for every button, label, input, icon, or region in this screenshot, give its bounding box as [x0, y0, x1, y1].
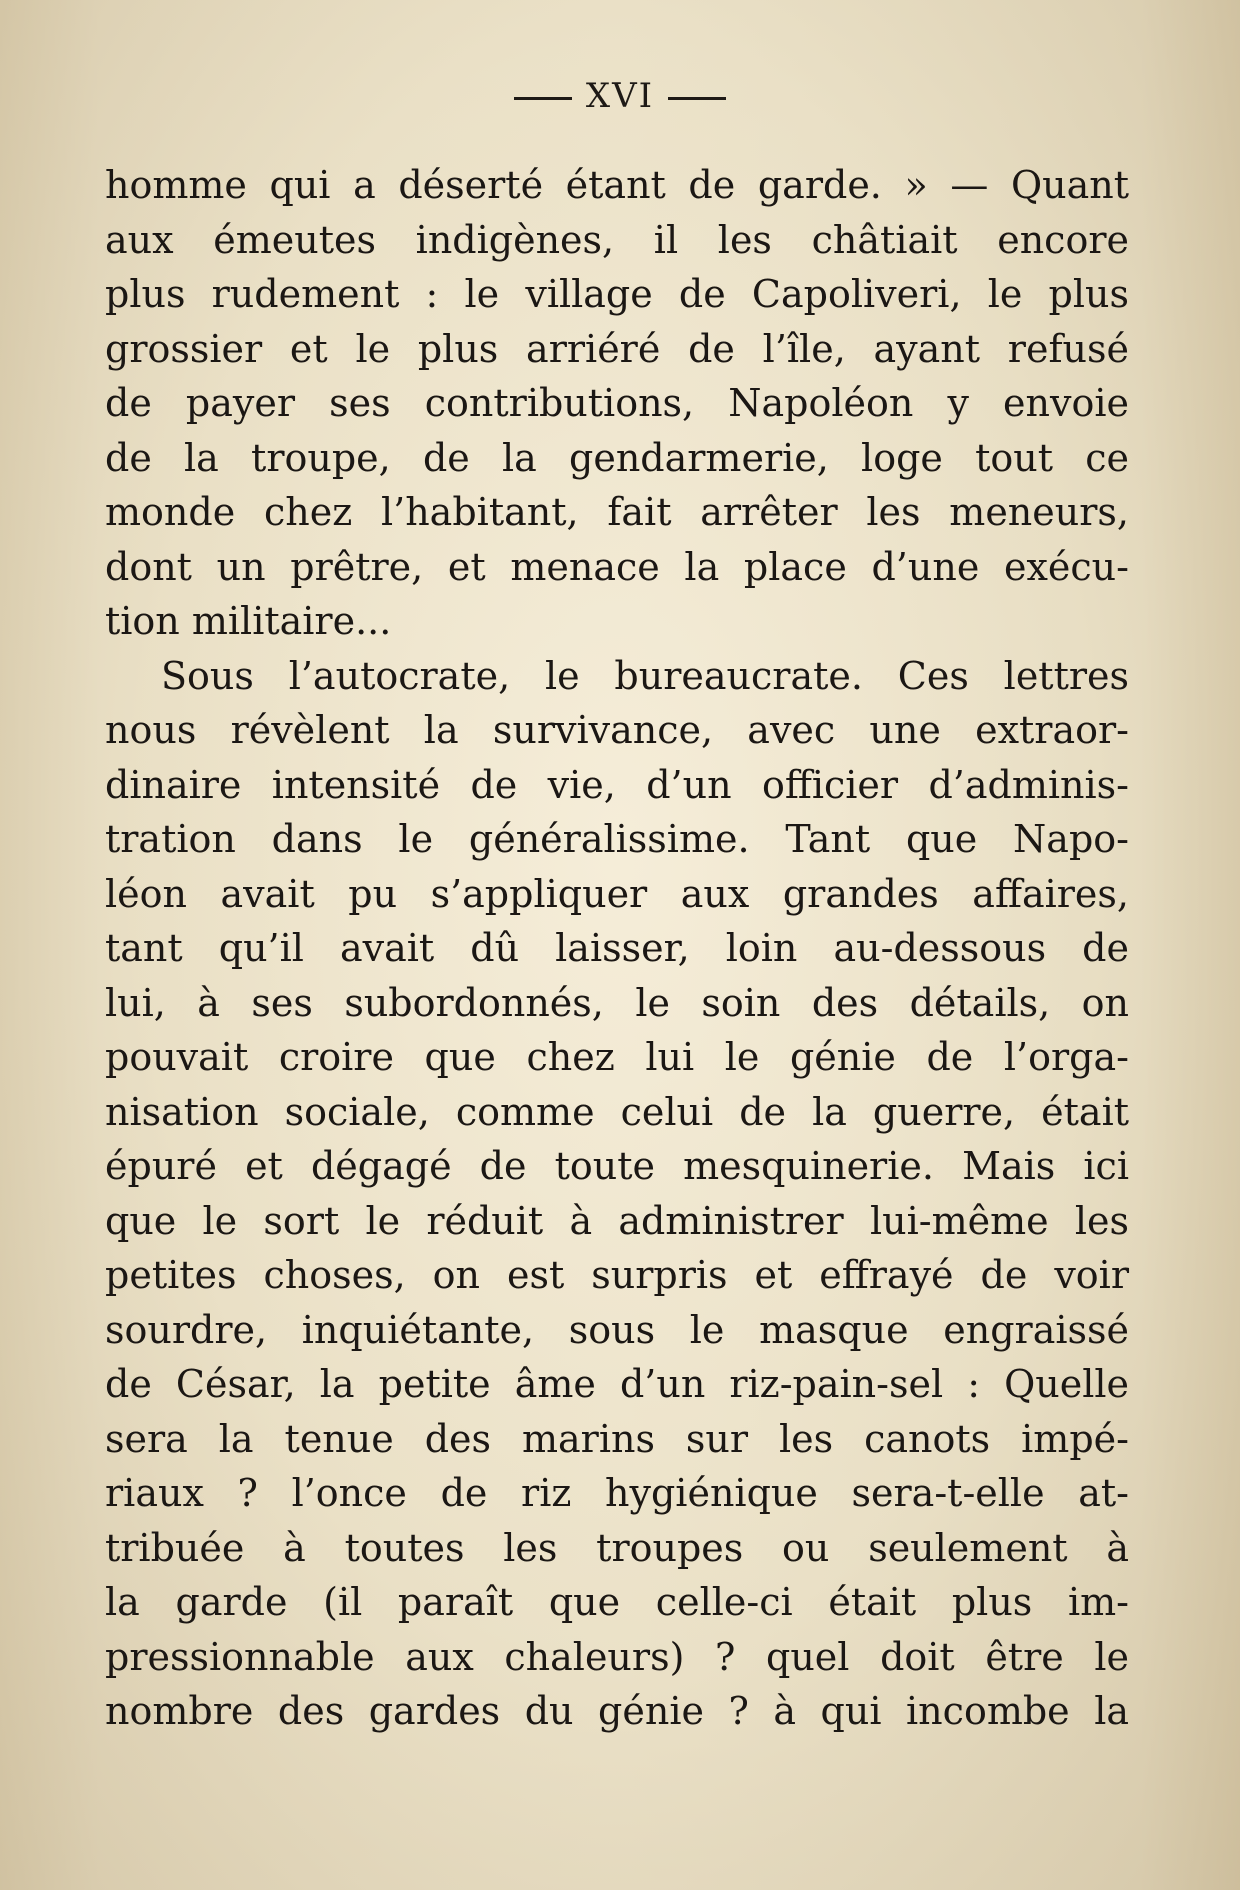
page-number: XVI: [585, 76, 655, 116]
page-header: [0, 76, 1240, 116]
text-line: pressionnable aux chaleurs) ? quel doit être le: [105, 1634, 1129, 1679]
body-text: [105, 158, 1129, 1739]
text-line: tration dans le généralissime. Tant que Napo-: [105, 817, 1129, 861]
header-dash-right: [668, 97, 726, 100]
text-line: de la troupe, de la gendarmerie, loge tout ce: [105, 435, 1129, 480]
text-line: de César, la petite âme d’un riz-pain-sel : Quelle: [105, 1362, 1129, 1406]
text-line: dont un prêtre, et menace la place d’une exécu-: [105, 544, 1129, 589]
text-line: sera la tenue des marins sur les canots impé-: [105, 1416, 1129, 1461]
text-line: Sous l’autocrate, le bureaucrate. Ces lettres: [161, 653, 1129, 698]
text-line: que le sort le réduit à administrer lui-même les: [105, 1198, 1129, 1243]
text-line: nombre des gardes du génie ? à qui incombe la: [105, 1689, 1129, 1733]
text-line: homme qui a déserté étant de garde. » — Quant: [105, 163, 1129, 207]
text-line: plus rudement : le village de Capoliveri, le plus: [105, 272, 1129, 316]
text-line: épuré et dégagé de toute mesquinerie. Mais ici: [105, 1144, 1129, 1188]
text-line: grossier et le plus arriéré de l’île, ayant refusé: [105, 326, 1129, 371]
text-line: la garde (il paraît que celle-ci était plus im-: [105, 1580, 1129, 1624]
text-line: aux émeutes indigènes, il les châtiait encore: [105, 217, 1129, 262]
text-line: tribuée à toutes les troupes ou seulement à: [105, 1525, 1129, 1570]
text-line: nous révèlent la survivance, avec une extraor-: [105, 708, 1129, 752]
text-line: riaux ? l’once de riz hygiénique sera-t-elle at-: [105, 1471, 1129, 1515]
text-line: léon avait pu s’appliquer aux grandes affaires,: [105, 871, 1129, 916]
text-line: pouvait croire que chez lui le génie de l’orga-: [105, 1035, 1129, 1079]
text-line: tion militaire...: [105, 599, 392, 643]
text-line: petites choses, on est surpris et effrayé de voir: [105, 1253, 1129, 1297]
text-line: lui, à ses subordonnés, le soin des détails, on: [105, 980, 1129, 1025]
text-line: tant qu’il avait dû laisser, loin au-dessous de: [105, 926, 1129, 970]
text-line: de payer ses contributions, Napoléon y envoie: [105, 381, 1129, 425]
text-line: sourdre, inquiétante, sous le masque engraissé: [105, 1307, 1129, 1352]
header-dash-left: [514, 97, 572, 100]
text-line: nisation sociale, comme celui de la guerre, était: [105, 1089, 1129, 1134]
text-line: dinaire intensité de vie, d’un officier d’adminis-: [105, 762, 1129, 807]
text-line: monde chez l’habitant, fait arrêter les meneurs,: [105, 490, 1129, 534]
